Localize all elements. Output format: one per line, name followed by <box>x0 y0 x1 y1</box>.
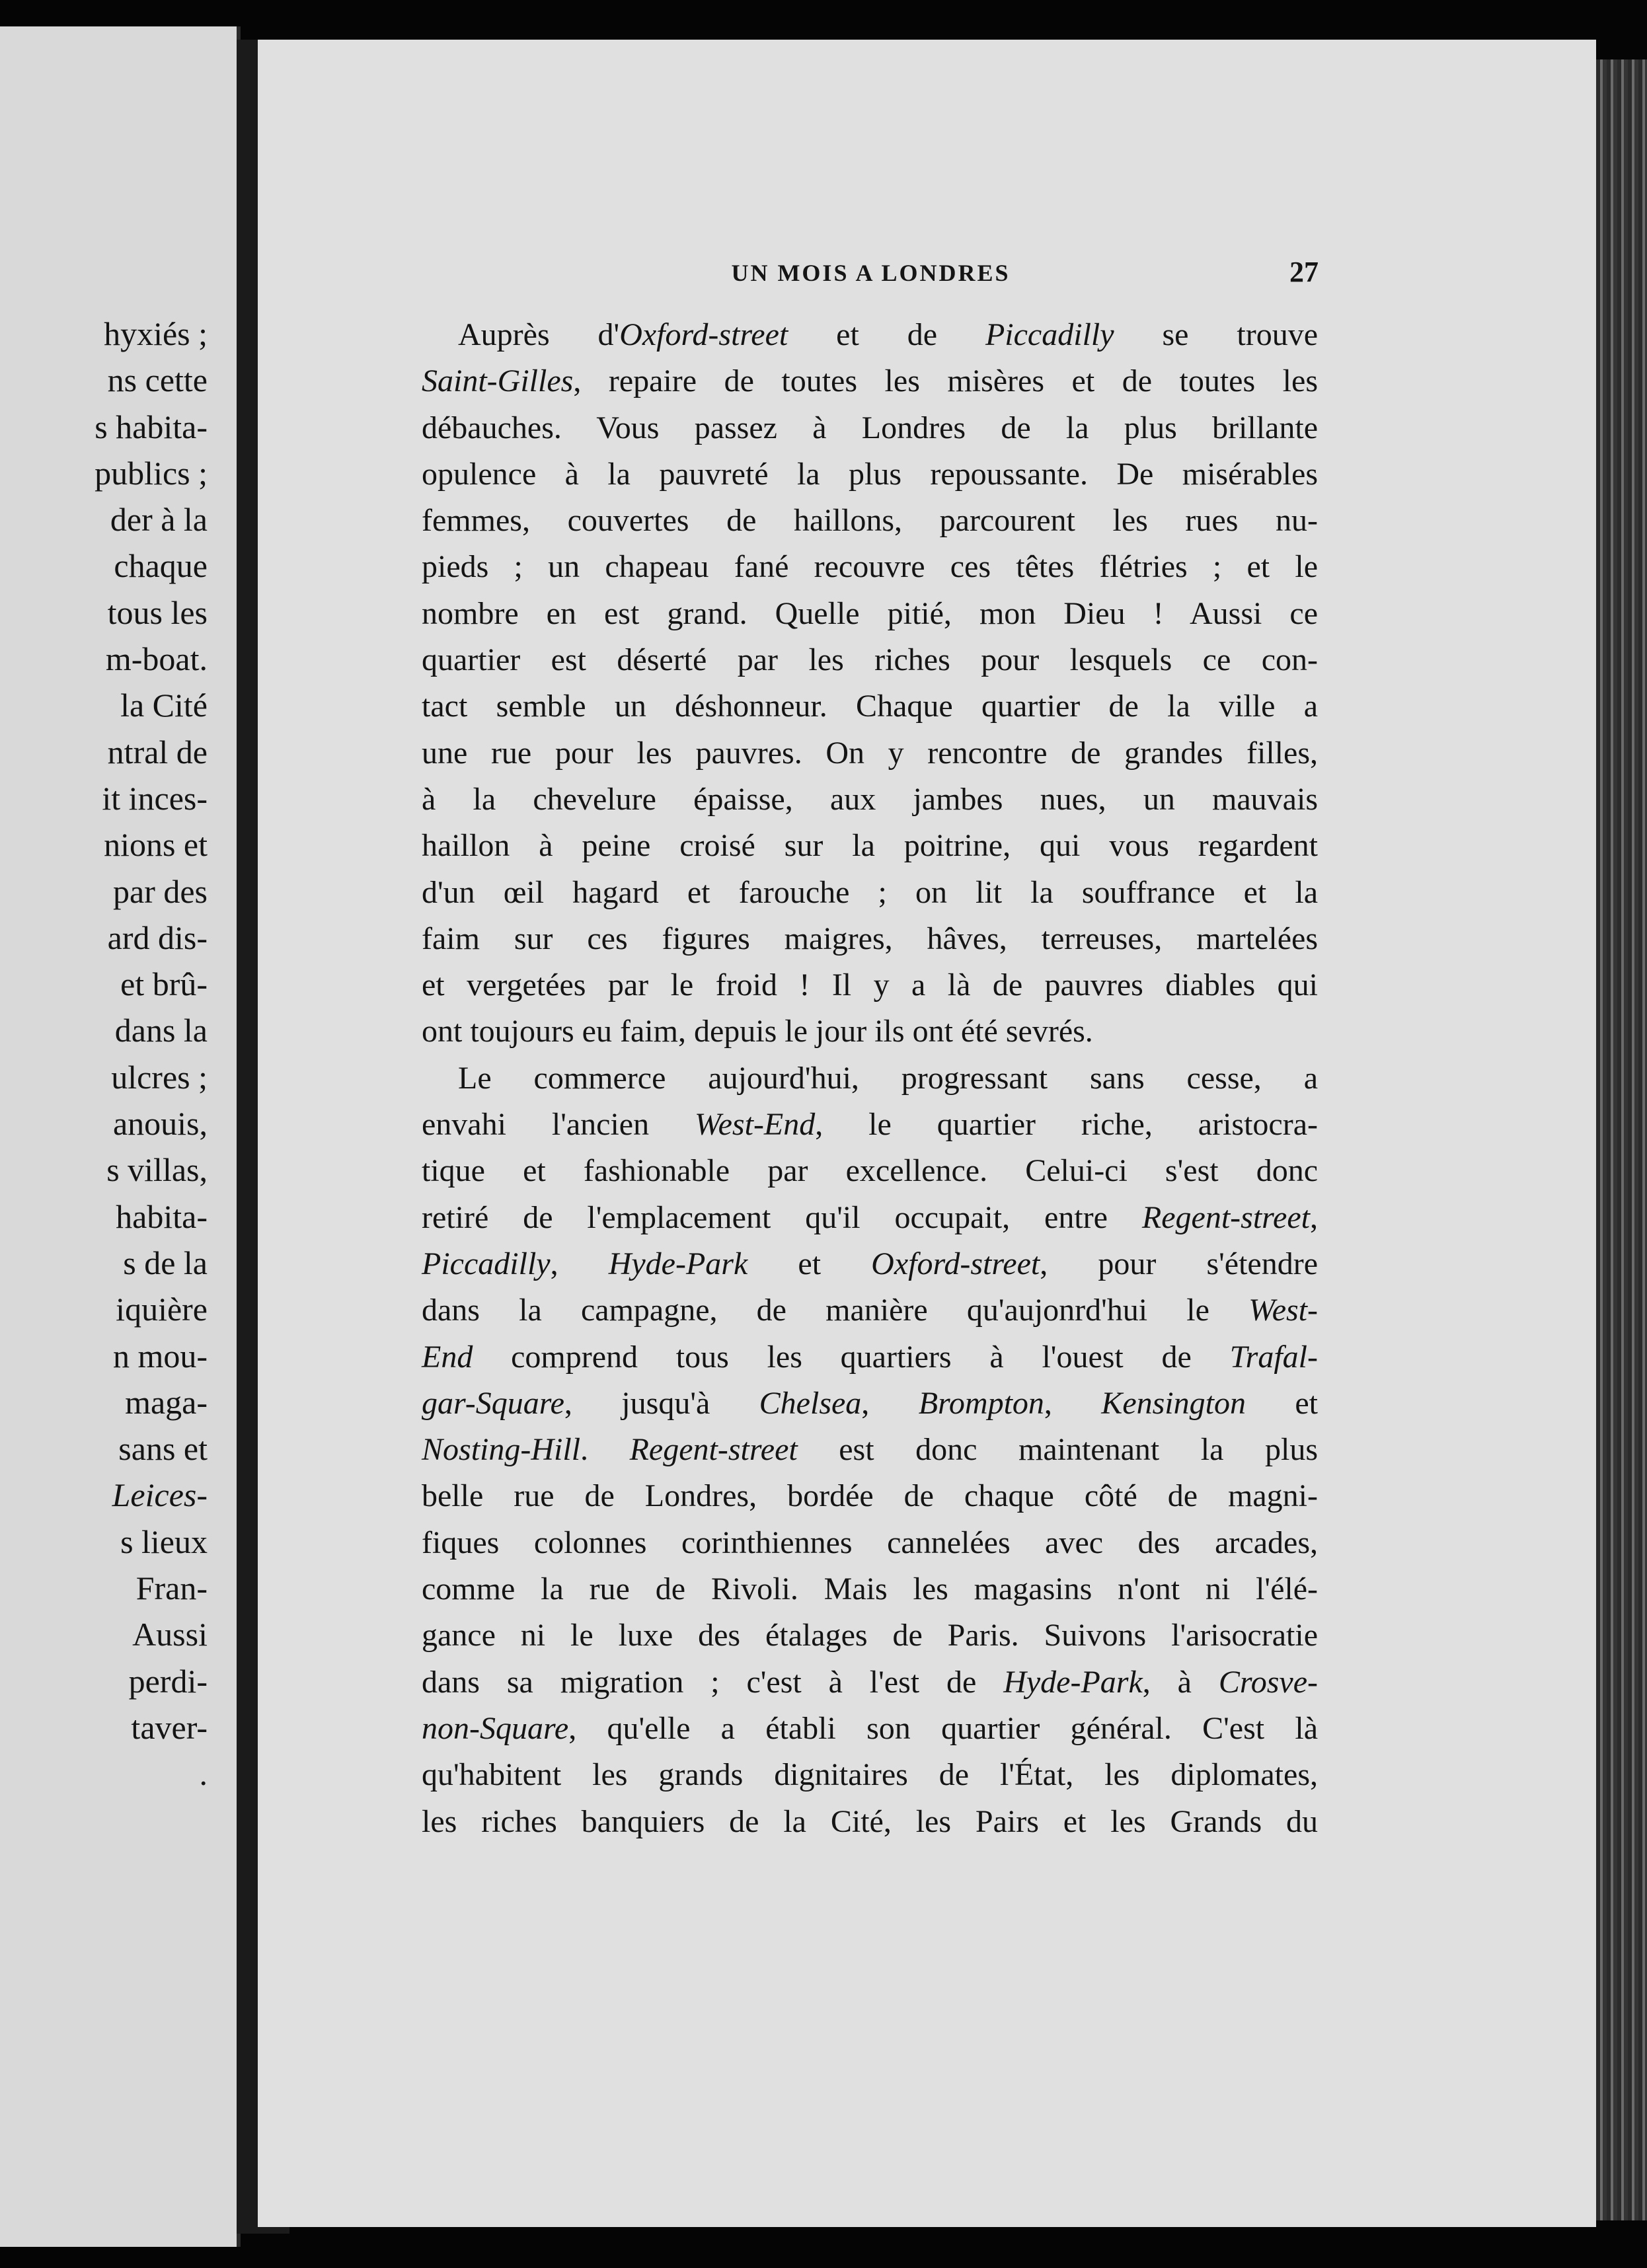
text-line: Auprès d'Oxford-street et de Piccadilly se trouve <box>458 317 1318 352</box>
text-line: nombre en est grand. Quelle pitié, mon Dieu ! Aussi ce <box>422 595 1318 631</box>
text-line: End comprend tous les quartiers à l'ouest de Trafal- <box>422 1339 1318 1375</box>
facing-line: it inces- <box>102 779 208 817</box>
facing-line: taver- <box>131 1708 208 1746</box>
text-line: haillon à peine croisé sur la poitrine, qui vous regardent <box>422 828 1318 864</box>
facing-line: maga- <box>125 1383 208 1421</box>
text-line: opulence à la pauvreté la plus repoussante. De misérables <box>422 456 1318 492</box>
facing-line: tous les <box>107 593 208 631</box>
facing-line: Fran- <box>135 1569 208 1607</box>
facing-line: ntral de <box>107 733 208 771</box>
page-number: 27 <box>1289 256 1319 288</box>
page-header <box>423 256 1319 292</box>
facing-page-text <box>95 311 208 1797</box>
facing-line: n mou- <box>112 1337 208 1375</box>
facing-line: s lieux <box>120 1523 208 1560</box>
facing-line: ulcres ; <box>111 1058 208 1096</box>
text-line: non-Square, qu'elle a établi son quartier général. C'est là <box>422 1710 1318 1746</box>
text-line: envahi l'ancien West-End, le quartier riche, aristocra- <box>422 1107 1318 1143</box>
text-line: à la chevelure épaisse, aux jambes nues, un mauvais <box>422 781 1318 817</box>
text-line: dans la campagne, de manière qu'aujonrd'hui le West- <box>422 1293 1318 1328</box>
text-line: qu'habitent les grands dignitaires de l'État, les diplomates, <box>422 1757 1318 1793</box>
text-line: retiré de l'emplacement qu'il occupait, entre Regent-street, <box>422 1199 1318 1235</box>
text-line: Piccadilly, Hyde-Park et Oxford-street, pour s'étendre <box>422 1246 1318 1281</box>
text-line: une rue pour les pauvres. On y rencontre de grandes filles, <box>422 735 1318 771</box>
facing-line: m-boat. <box>105 640 208 678</box>
facing-line: iquière <box>116 1291 208 1328</box>
text-line: belle rue de Londres, bordée de chaque côté de magni- <box>422 1478 1318 1514</box>
text-line: les riches banquiers de la Cité, les Pairs et les Grands du <box>422 1803 1318 1839</box>
text-line: Saint-Gilles, repaire de toutes les misères et de toutes les <box>422 363 1318 399</box>
text-line: femmes, couvertes de haillons, parcourent les rues nu- <box>422 503 1318 539</box>
facing-line: hyxiés ; <box>104 315 208 352</box>
facing-line: chaque <box>114 547 208 585</box>
facing-line: . <box>199 1755 208 1793</box>
page-edges <box>1596 59 1647 2220</box>
text-line: ont toujours eu faim, depuis le jour ils ont été sevrés. <box>422 1014 1093 1049</box>
text-line: débauches. Vous passez à Londres de la plus brillante <box>422 410 1318 445</box>
facing-line: dans la <box>114 1012 208 1049</box>
text-line: tique et fashionable par excellence. Celui-ci s'est donc <box>422 1153 1318 1189</box>
facing-line: Aussi <box>132 1616 208 1653</box>
text-line: fiques colonnes corinthiennes cannelées avec des arcades, <box>422 1525 1318 1560</box>
facing-line: ard dis- <box>107 919 208 956</box>
text-line: tact semble un déshonneur. Chaque quartier de la ville a <box>422 689 1318 724</box>
facing-page-fragment <box>0 26 241 2247</box>
text-line: Le commerce aujourd'hui, progressant sans cesse, a <box>458 1060 1318 1096</box>
facing-line: publics ; <box>95 454 208 492</box>
facing-line: s habita- <box>95 408 208 445</box>
text-line: Nosting-Hill. Regent-street est donc maintenant la plus <box>422 1432 1319 1468</box>
text-line: gance ni le luxe des étalages de Paris. Suivons l'arisocratie <box>422 1618 1318 1653</box>
facing-line: habita- <box>116 1197 208 1235</box>
facing-line: ns cette <box>107 361 208 399</box>
text-line: gar-Square, jusqu'à Chelsea, Brompton, Kensington et <box>422 1385 1318 1421</box>
text-line: dans sa migration ; c'est à l'est de Hyde-Park, à Crosve- <box>422 1664 1319 1700</box>
running-title: UN MOIS A LONDRES <box>731 260 1011 286</box>
facing-line: la Cité <box>120 687 208 724</box>
facing-line: sans et <box>118 1430 208 1468</box>
text-line: quartier est déserté par les riches pour lesquels ce con- <box>422 642 1318 678</box>
text-line: d'un œil hagard et farouche ; on lit la souffrance et la <box>422 874 1318 910</box>
facing-line: der à la <box>110 501 208 539</box>
facing-line: par des <box>113 872 208 910</box>
facing-line: s villas, <box>106 1151 208 1189</box>
text-line: comme la rue de Rivoli. Mais les magasins n'ont ni l'élé- <box>422 1571 1318 1607</box>
text-line: pieds ; un chapeau fané recouvre ces têtes flétries ; et le <box>422 549 1318 585</box>
facing-line: Leices- <box>112 1476 208 1514</box>
facing-line: anouis, <box>112 1105 208 1143</box>
facing-line: perdi- <box>128 1662 208 1700</box>
body-text <box>422 312 1318 1845</box>
facing-line: nions et <box>104 826 208 864</box>
facing-line: s de la <box>123 1244 208 1281</box>
text-line: et vergetées par le froid ! Il y a là de pauvres diables qui <box>422 967 1318 1003</box>
facing-line: et brû- <box>120 965 208 1003</box>
text-line: faim sur ces figures maigres, hâves, terreuses, martelées <box>422 921 1318 956</box>
